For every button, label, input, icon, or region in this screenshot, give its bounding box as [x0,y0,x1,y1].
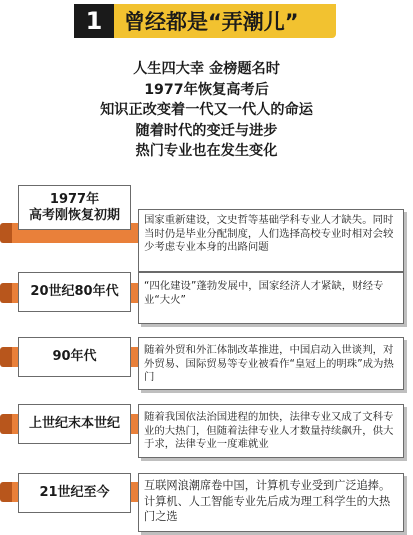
timeline-period-label: 上世纪末本世纪 [18,404,131,444]
timeline-period-label: 20世纪80年代 [18,272,131,312]
timeline-period-label: 90年代 [18,337,131,377]
timeline-description: 随着我国依法治国进程的加快，法律专业又成了文科专业的大热门，但随着法律专业人才数量持续飙升，供大于求，法律专业一度难就业 [138,404,404,458]
bar-tab [0,347,12,367]
intro-line: 知识正改变着一代又一代人的命运 [100,102,313,118]
timeline-row-1980s [0,268,413,328]
timeline-period-label [18,185,131,230]
timeline-description: 互联网浪潮席卷中国，计算机专业受到广泛追捧。计算机、人工智能专业先后成为理工科学生的大热门之选 [138,473,404,532]
bar-tab [0,223,12,243]
bar-tab [0,414,12,434]
section-title: 曾经都是“弄潮儿” [114,4,336,38]
timeline-description: 随着外贸和外汇体制改革推进，中国启动入世谈判，对外贸易、国际贸易等专业被看作“皇冠上的明珠”成为热门 [138,337,404,390]
intro-line: 热门专业也在发生变化 [135,143,278,159]
period-line-1: 1977年 [49,191,100,207]
timeline-description: 国家重新建设，文史哲等基础学科专业人才缺失。同时当时仍是毕业分配制度，人们选择高校专业时相对会较少考虑专业本身的出路问题 [138,209,404,272]
section-banner [74,4,336,38]
intro-line: 人生四大幸 金榜题名时 [133,61,280,77]
period-line-2: 高考刚恢复初期 [28,207,120,223]
timeline-description: “四化建设”蓬勃发展中，国家经济人才紧缺，财经专业“大火” [138,272,404,324]
intro-line: 随着时代的变迁与进步 [135,122,278,139]
intro-line: 1977年恢复高考后 [144,81,269,98]
timeline-period-label: 21世纪至今 [18,473,131,513]
bar-tab [0,482,12,502]
timeline-row-21st-century [0,470,413,534]
timeline-row-1977 [0,181,413,277]
section-number: 1 [74,4,114,38]
bar-tab [0,283,12,303]
timeline-row-turn-of-century [0,401,413,461]
timeline-row-1990s [0,334,413,394]
intro-block [0,59,413,162]
